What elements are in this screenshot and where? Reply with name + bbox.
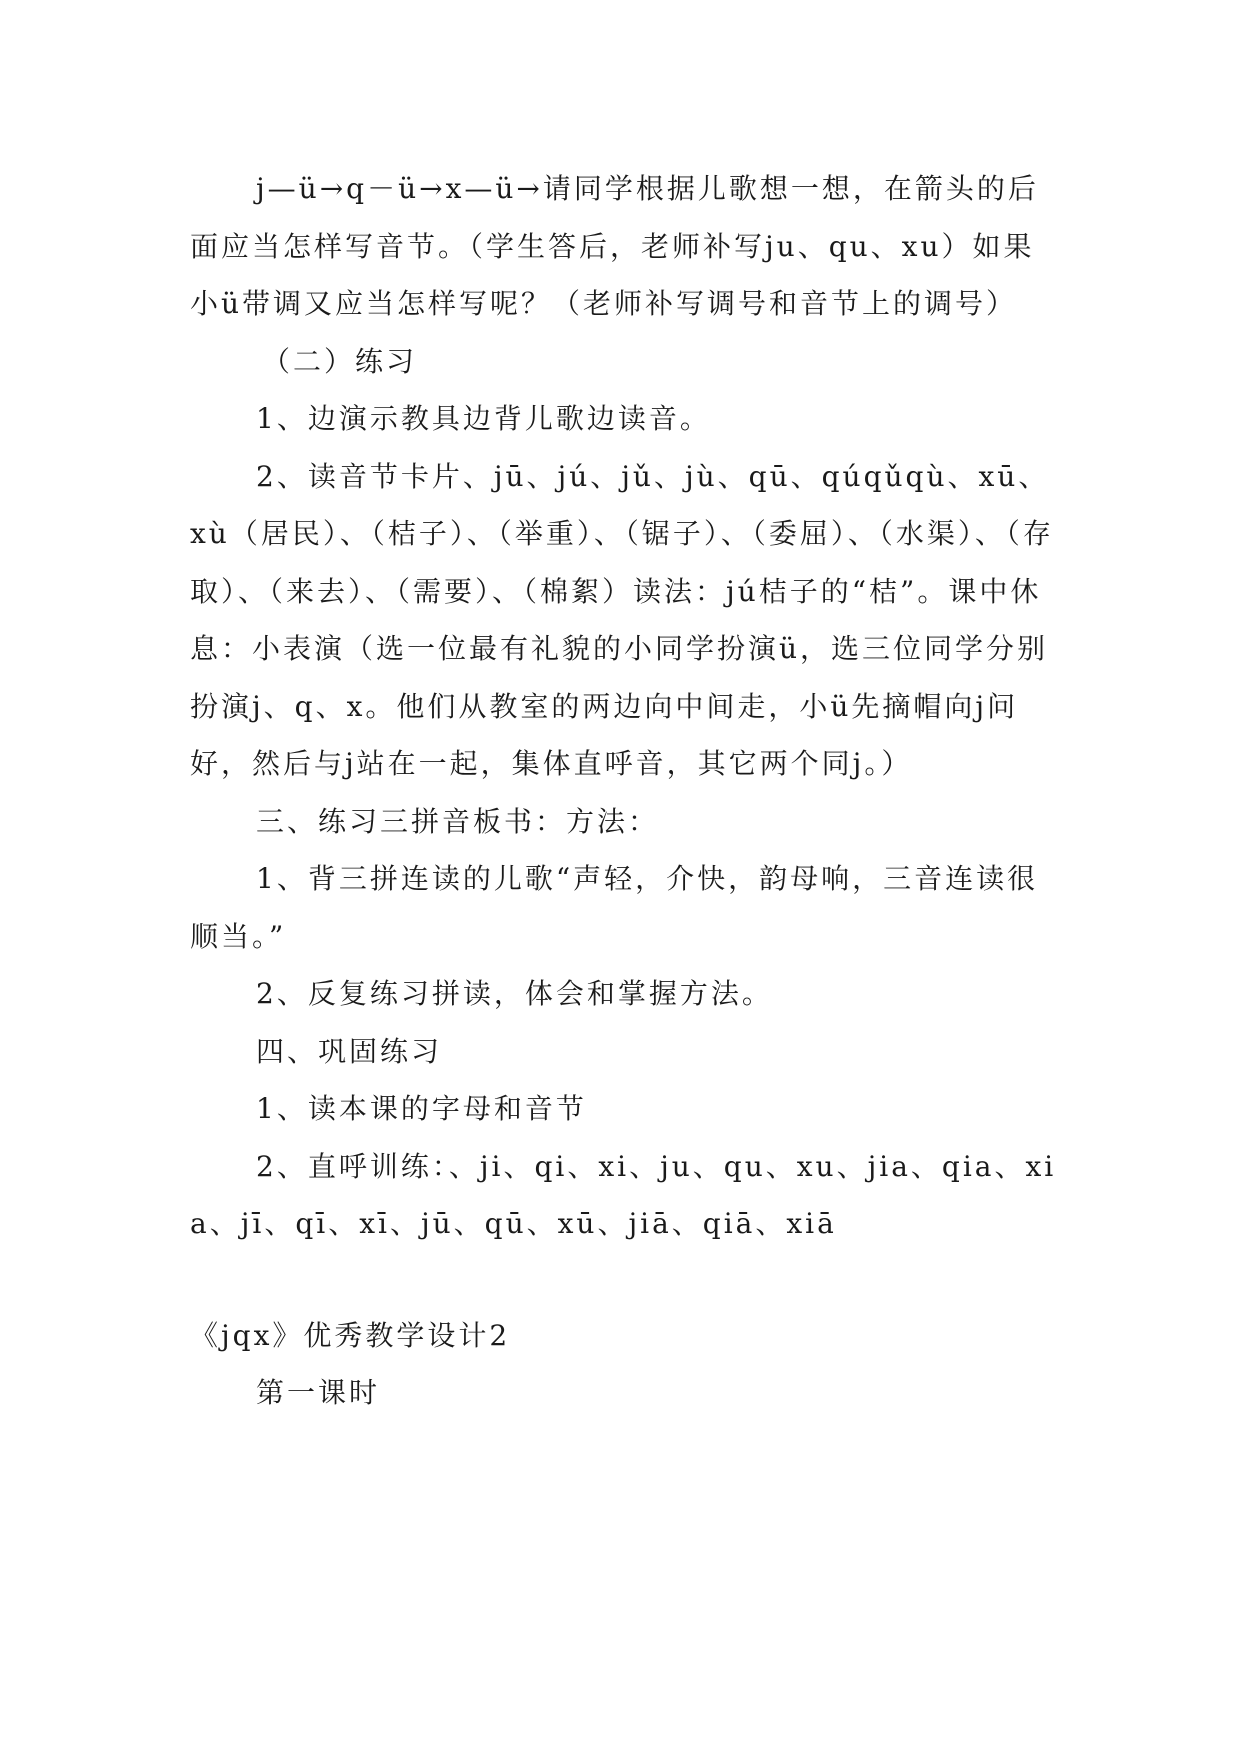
- paragraph-pinyin-intro: j—ü→q－ü→x—ü→请同学根据儿歌想一想，在箭头的后面应当怎样写音节。（学生答后，老师补写ju、qu、xu）如果小ü带调又应当怎样写呢？（老师补写调号和音节上的调号）: [190, 172, 1039, 320]
- paragraph-practice-1: 1、边演示教具边背儿歌边读音。: [256, 402, 711, 435]
- paragraph-three-1: 1、背三拼连读的儿歌“声轻，介快，韵母响，三音连读很顺当。”: [190, 862, 1039, 953]
- paragraph-practice-heading: （二）练习: [262, 344, 418, 378]
- paragraph-four-1: 1、读本课的字母和音节: [256, 1092, 587, 1125]
- section-spacer: [190, 1253, 1060, 1307]
- subsection-title: 第一课时: [256, 1376, 381, 1409]
- section-title: 《jqx》优秀教学设计2: [190, 1318, 511, 1352]
- paragraph-three-2: 2、反复练习拼读，体会和掌握方法。: [256, 977, 773, 1010]
- document-body: [190, 160, 1060, 1422]
- paragraph-four-2: 2、直呼训练：、ji、qi、xi、ju、qu、xu、jia、qia、xia、jī、qī、xī、jū、qū、xū、jiā、qiā、xiā: [190, 1149, 1057, 1240]
- paragraph-section-four: 四、巩固练习: [256, 1034, 443, 1068]
- paragraph-section-three: 三、练习三拼音板书：方法：: [256, 804, 660, 838]
- paragraph-practice-2: 2、读音节卡片、jū、jú、jǔ、jù、qū、qúqǔqù、xū、xù（居民）、（桔子）、（举重）、（锯子）、（委屈）、（水渠）、（存取）、（来去）、（需要）、（棉絮）读法：jú桔子的“桔”。课中休息：小表演（选一位最有礼貌的小同学扮演ü，选三位同学分别扮演j、q、x。他们从教室的两边向中间走，小ü先摘帽向j问好，然后与j站在一起，集体直呼音，其它两个同j。）: [190, 459, 1054, 780]
